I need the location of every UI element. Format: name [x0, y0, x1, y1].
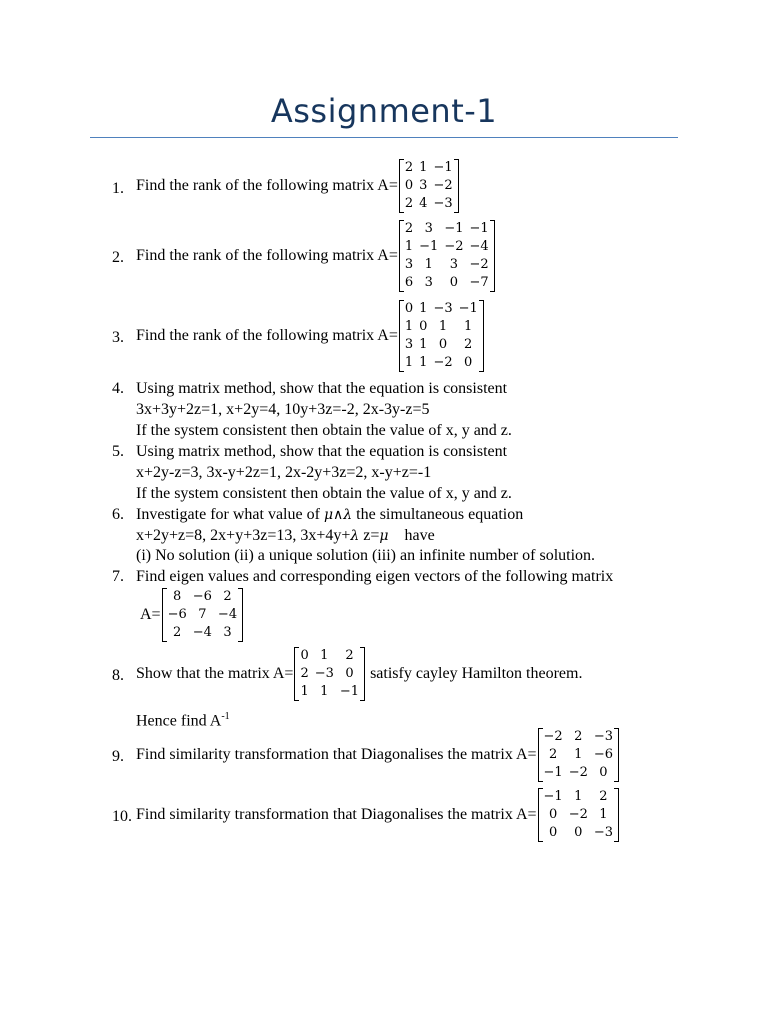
- matrix-cell: 3: [424, 275, 433, 290]
- matrix-cell: 8: [173, 589, 182, 604]
- matrix-cell: 2: [404, 196, 414, 211]
- matrix-cell: −3: [593, 729, 614, 744]
- matrix-cell: 4: [419, 196, 428, 211]
- matrix-bracket-corner: [295, 647, 299, 648]
- question-2-matrix: [399, 220, 495, 292]
- matrix-cell: −2: [543, 729, 563, 744]
- matrix-cell: −1: [339, 684, 360, 699]
- matrix-cell: 2: [404, 221, 414, 236]
- matrix-cell: 1: [320, 684, 329, 699]
- question-8-number: 8.: [112, 667, 124, 684]
- matrix-bracket-corner: [614, 728, 618, 729]
- matrix-cell: 0: [345, 666, 354, 681]
- matrix-cell: −1: [444, 221, 464, 236]
- matrix-cell: 0: [404, 301, 414, 316]
- matrix-row: [541, 728, 617, 746]
- matrix-cell: 0: [300, 648, 309, 663]
- matrix-row: [541, 788, 617, 806]
- matrix-bracket-corner: [400, 300, 404, 301]
- matrix-row: [165, 606, 241, 624]
- matrix-bracket-corner: [238, 641, 242, 642]
- question-6-line-1a: Investigate for what value of: [136, 506, 324, 523]
- question-10-matrix: [538, 788, 620, 842]
- question-6-line-3: (i) No solution (ii) a unique solution (iii) an infinite number of solution.: [136, 547, 596, 564]
- matrix-bracket-corner: [400, 371, 404, 372]
- matrix-bracket-corner: [400, 159, 404, 160]
- matrix-row: [297, 683, 362, 701]
- matrix-bracket-corner: [360, 700, 364, 701]
- matrix-cell: 1: [574, 789, 583, 804]
- matrix-cell: 1: [419, 301, 428, 316]
- question-7-matrix: [162, 588, 244, 642]
- matrix-cell: 7: [198, 607, 207, 622]
- question-4-line-2: 3x+3y+2z=1, x+2y=4, 10y+3z=-2, 2x-3y-z=5: [136, 401, 430, 418]
- matrix-cell: −2: [433, 355, 453, 370]
- matrix-cell: 0: [438, 337, 448, 352]
- question-6-number: 6.: [112, 506, 124, 523]
- question-9-matrix: [538, 728, 620, 782]
- matrix-cell: −3: [433, 301, 453, 316]
- question-6-line-2: [136, 526, 435, 546]
- matrix-cell: 0: [419, 319, 428, 334]
- matrix-cell: −1: [419, 239, 439, 254]
- question-5-number: 5.: [112, 443, 124, 460]
- question-8-suffix: satisfy cayley Hamilton theorem.: [366, 665, 583, 682]
- matrix-cell: 3: [419, 178, 428, 193]
- matrix-cell: 3: [223, 625, 232, 640]
- matrix-cell: 2: [464, 337, 473, 352]
- matrix-table: [165, 588, 241, 642]
- matrix-bracket-corner: [360, 647, 364, 648]
- matrix-bracket-corner: [539, 728, 543, 729]
- matrix-row: [402, 336, 481, 354]
- matrix-bracket-corner: [479, 371, 483, 372]
- question-1: [136, 159, 460, 213]
- matrix-cell: −1: [469, 221, 489, 236]
- matrix-cell: 1: [599, 807, 608, 822]
- matrix-bracket-corner: [295, 700, 299, 701]
- matrix-cell: −2: [568, 807, 588, 822]
- matrix-bracket-corner: [479, 300, 483, 301]
- matrix-cell: 6: [404, 275, 414, 290]
- matrix-row: [402, 256, 492, 274]
- question-6-line-2a: x+2y+z=8, 2x+y+3z=13, 3x+4y+: [136, 527, 351, 544]
- question-1-matrix: [399, 159, 459, 213]
- matrix-cell: −1: [543, 765, 563, 780]
- matrix-cell: 1: [419, 337, 428, 352]
- matrix-cell: −4: [469, 239, 489, 254]
- matrix-row: [402, 177, 456, 195]
- question-3: [136, 300, 485, 372]
- matrix-cell: −6: [167, 607, 187, 622]
- matrix-bracket-corner: [238, 588, 242, 589]
- matrix-cell: 1: [419, 355, 428, 370]
- question-4-line-1: Using matrix method, show that the equation is consistent: [136, 380, 508, 397]
- question-8-matrix: [294, 647, 365, 701]
- question-1-number: 1.: [112, 180, 124, 197]
- mu-lambda-symbol: μ∧λ: [323, 507, 353, 523]
- matrix-row: [402, 195, 456, 213]
- question-5-line-3: If the system consistent then obtain the value of x, y and z.: [136, 485, 512, 502]
- lambda-symbol: λ: [350, 528, 360, 544]
- question-9-text: Find similarity transformation that Diagonalises the matrix A=: [136, 746, 537, 763]
- matrix-row: [541, 746, 617, 764]
- matrix-bracket-corner: [400, 212, 404, 213]
- matrix-bracket-corner: [454, 212, 458, 213]
- matrix-cell: 1: [404, 319, 414, 334]
- matrix-bracket-corner: [614, 781, 618, 782]
- matrix-cell: 3: [404, 257, 414, 272]
- question-1-text: Find the rank of the following matrix A=: [136, 177, 398, 194]
- question-10: [136, 788, 620, 842]
- matrix-cell: 0: [404, 178, 414, 193]
- page-title: Assignment-1: [270, 92, 498, 130]
- matrix-cell: −6: [192, 589, 212, 604]
- matrix-cell: −2: [568, 765, 588, 780]
- matrix-bracket-corner: [614, 841, 618, 842]
- question-5-line-2: x+2y-z=3, 3x-y+2z=1, 2x-2y+3z=2, x-y+z=-1: [136, 464, 432, 481]
- matrix-row: [402, 274, 492, 292]
- matrix-cell: −7: [469, 275, 489, 290]
- question-3-text: Find the rank of the following matrix A=: [136, 327, 398, 344]
- question-7-text: Find eigen values and corresponding eigen vectors of the following matrix: [136, 568, 614, 585]
- matrix-cell: 0: [449, 275, 459, 290]
- matrix-cell: 1: [574, 747, 583, 762]
- matrix-row: [402, 238, 492, 256]
- matrix-cell: 2: [548, 747, 558, 762]
- matrix-cell: −4: [217, 607, 238, 622]
- question-2: [136, 220, 496, 292]
- question-8: [136, 647, 582, 701]
- matrix-cell: 1: [320, 648, 329, 663]
- matrix-cell: −3: [593, 825, 614, 840]
- matrix-cell: 0: [548, 807, 558, 822]
- matrix-cell: 1: [404, 239, 414, 254]
- matrix-row: [402, 159, 456, 177]
- question-6-line-2b: z=: [359, 527, 380, 544]
- matrix-row: [297, 665, 362, 683]
- question-6-line-1b: the simultaneous equation: [352, 506, 524, 523]
- matrix-bracket-corner: [490, 220, 494, 221]
- matrix-row: [402, 354, 481, 372]
- matrix-bracket-corner: [163, 641, 167, 642]
- matrix-bracket-corner: [614, 788, 618, 789]
- matrix-cell: −3: [314, 666, 334, 681]
- question-6-line-1: [136, 505, 523, 525]
- matrix-bracket-corner: [490, 291, 494, 292]
- question-10-text: Find similarity transformation that Diagonalises the matrix A=: [136, 806, 537, 823]
- question-8-hence: Hence find A: [136, 712, 222, 730]
- question-3-number: 3.: [112, 329, 124, 346]
- question-8-text: Show that the matrix A=: [136, 665, 294, 682]
- matrix-bracket-corner: [539, 788, 543, 789]
- matrix-row: [402, 318, 481, 336]
- matrix-bracket-corner: [400, 220, 404, 221]
- matrix-cell: −4: [192, 625, 212, 640]
- matrix-row: [165, 588, 241, 606]
- matrix-cell: 3: [404, 337, 414, 352]
- question-7-matrix-row: [140, 588, 244, 642]
- matrix-table: [297, 647, 362, 701]
- matrix-table: [402, 159, 456, 213]
- matrix-cell: 2: [404, 160, 414, 175]
- matrix-cell: −1: [433, 160, 453, 175]
- question-2-text: Find the rank of the following matrix A=: [136, 247, 398, 264]
- matrix-table: [541, 728, 617, 782]
- question-3-matrix: [399, 300, 484, 372]
- matrix-cell: 2: [345, 648, 354, 663]
- matrix-cell: 1: [424, 257, 433, 272]
- question-4-number: 4.: [112, 380, 124, 397]
- matrix-cell: 2: [599, 789, 608, 804]
- title-divider: [90, 137, 678, 138]
- question-7-number: 7.: [112, 568, 124, 585]
- matrix-cell: −6: [593, 747, 614, 762]
- matrix-cell: 2: [300, 666, 309, 681]
- matrix-cell: 0: [599, 765, 608, 780]
- matrix-bracket-corner: [454, 159, 458, 160]
- question-4-line-3: If the system consistent then obtain the value of x, y and z.: [136, 422, 512, 439]
- matrix-row: [541, 824, 617, 842]
- question-10-number: 10.: [112, 808, 132, 825]
- matrix-table: [541, 788, 617, 842]
- question-6-line-2c: have: [388, 527, 435, 544]
- matrix-cell: 3: [424, 221, 433, 236]
- matrix-bracket-corner: [163, 588, 167, 589]
- question-5-line-1: Using matrix method, show that the equation is consistent: [136, 443, 508, 460]
- matrix-row: [541, 806, 617, 824]
- matrix-row: [165, 624, 241, 642]
- inverse-superscript: -1: [221, 711, 230, 722]
- matrix-bracket-corner: [539, 781, 543, 782]
- matrix-row: [402, 220, 492, 238]
- matrix-cell: 0: [464, 355, 473, 370]
- mu-symbol: μ: [379, 528, 389, 544]
- question-9: [136, 728, 620, 782]
- matrix-cell: −2: [444, 239, 464, 254]
- matrix-cell: 0: [548, 825, 558, 840]
- matrix-row: [541, 764, 617, 782]
- matrix-bracket-corner: [400, 291, 404, 292]
- question-7-prefix: A=: [140, 606, 161, 623]
- matrix-cell: 1: [300, 684, 309, 699]
- matrix-cell: 0: [574, 825, 583, 840]
- matrix-cell: −1: [458, 301, 478, 316]
- matrix-cell: −1: [543, 789, 563, 804]
- matrix-cell: 1: [464, 319, 473, 334]
- matrix-cell: 1: [419, 160, 428, 175]
- matrix-cell: −2: [433, 178, 453, 193]
- matrix-cell: 1: [438, 319, 448, 334]
- matrix-table: [402, 300, 481, 372]
- matrix-bracket-corner: [539, 841, 543, 842]
- matrix-cell: −3: [433, 196, 453, 211]
- question-9-number: 9.: [112, 748, 124, 765]
- question-2-number: 2.: [112, 249, 124, 266]
- matrix-cell: −2: [469, 257, 489, 272]
- matrix-table: [402, 220, 492, 292]
- matrix-cell: 2: [223, 589, 232, 604]
- matrix-cell: 2: [574, 729, 583, 744]
- matrix-row: [297, 647, 362, 665]
- matrix-cell: 3: [449, 257, 459, 272]
- matrix-row: [402, 300, 481, 318]
- matrix-cell: 1: [404, 355, 414, 370]
- matrix-cell: 2: [173, 625, 182, 640]
